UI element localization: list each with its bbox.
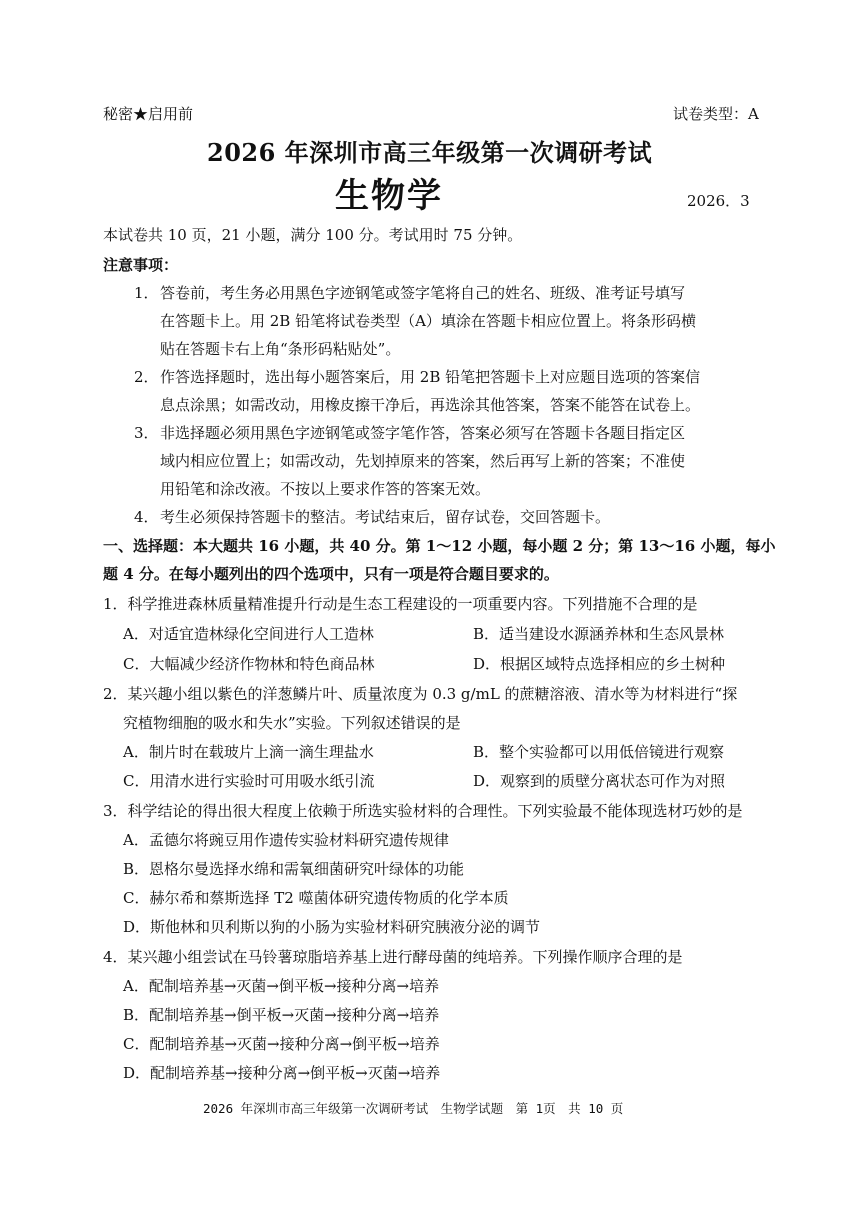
page-footer: 2026 年深圳市高三年级第一次调研考试 生物学试题 第 1页 共 10 页	[203, 1101, 624, 1116]
question-stem: 3．科学结论的得出很大程度上依赖于所选实验材料的合理性。下列实验最不能体现选材巧妙的是	[103, 802, 743, 820]
option-a: A．制片时在载玻片上滴一滴生理盐水	[123, 743, 374, 761]
exam-intro: 本试卷共 10 页，21 小题，满分 100 分。考试用时 75 分钟。	[103, 226, 523, 244]
option-a: A．配制培养基→灭菌→倒平板→接种分离→培养	[123, 977, 440, 995]
option-c: C．赫尔希和蔡斯选择 T2 噬菌体研究遗传物质的化学本质	[123, 889, 509, 907]
notice-heading: 注意事项：	[103, 256, 179, 274]
section-heading: 一、选择题：本大题共 16 小题，共 40 分。第 1～12 小题，每小题 2 分；第 13～16 小题，每小	[103, 537, 776, 555]
option-d: D．根据区域特点选择相应的乡土树种	[473, 655, 726, 673]
option-b: B．配制培养基→倒平板→灭菌→接种分离→培养	[123, 1006, 440, 1024]
question-stem: 1．科学推进森林质量精准提升行动是生态工程建设的一项重要内容。下列措施不合理的是	[103, 595, 698, 613]
notice-item-line: 域内相应位置上；如需改动，先划掉原来的答案，然后再写上新的答案；不准使	[160, 452, 686, 470]
exam-title: 2026 年深圳市高三年级第一次调研考试	[207, 138, 653, 167]
question-stem: 2．某兴趣小组以紫色的洋葱鳞片叶、质量浓度为 0.3 g/mL 的蔗糖溶液、清水等为材料进行“探	[103, 685, 738, 703]
option-d: D．观察到的质壁分离状态可作为对照	[473, 772, 726, 790]
notice-item-line: 非选择题必须用黑色字迹钢笔或签字笔作答，答案必须写在答题卡各题目指定区	[160, 424, 686, 442]
option-b: B．恩格尔曼选择水绵和需氧细菌研究叶绿体的功能	[123, 860, 465, 878]
notice-item-number: 4．	[134, 508, 159, 526]
option-b: B．适当建设水源涵养林和生态风景林	[473, 625, 725, 643]
confidential-label: 秘密★启用前	[103, 105, 194, 123]
option-a: A．孟德尔将豌豆用作遗传实验材料研究遗传规律	[123, 831, 449, 849]
section-heading-cont: 题 4 分。在每小题列出的四个选项中，只有一项是符合题目要求的。	[103, 565, 559, 583]
exam-date: 2026．3	[687, 192, 750, 210]
option-c: C．配制培养基→灭菌→接种分离→倒平板→培养	[123, 1035, 440, 1053]
notice-item-line: 用铅笔和涂改液。不按以上要求作答的答案无效。	[160, 480, 491, 498]
notice-item-line: 息点涂黑；如需改动，用橡皮擦干净后，再选涂其他答案，答案不能答在试卷上。	[160, 396, 701, 414]
notice-item-line: 答卷前，考生务必用黑色字迹钢笔或签字笔将自己的姓名、班级、准考证号填写	[160, 284, 686, 302]
question-stem: 4．某兴趣小组尝试在马铃薯琼脂培养基上进行酵母菌的纯培养。下列操作顺序合理的是	[103, 948, 683, 966]
paper-type-label: 试卷类型：A	[673, 105, 759, 123]
subject-title: 生物学	[335, 176, 443, 216]
notice-item-number: 1．	[134, 284, 159, 302]
question-stem-cont: 究植物细胞的吸水和失水”实验。下列叙述错误的是	[123, 714, 461, 732]
option-c: C．大幅减少经济作物林和特色商品林	[123, 655, 375, 673]
notice-item-line: 贴在答题卡右上角“条形码粘贴处”。	[160, 340, 401, 358]
option-b: B．整个实验都可以用低倍镜进行观察	[473, 743, 725, 761]
notice-item-line: 作答选择题时，选出每小题答案后，用 2B 铅笔把答题卡上对应题目选项的答案信	[160, 368, 701, 386]
option-c: C．用清水进行实验时可用吸水纸引流	[123, 772, 375, 790]
notice-item-line: 在答题卡上。用 2B 铅笔将试卷类型（A）填涂在答题卡相应位置上。将条形码横	[160, 312, 696, 330]
option-a: A．对适宜造林绿化空间进行人工造林	[123, 625, 374, 643]
option-d: D．斯他林和贝利斯以狗的小肠为实验材料研究胰液分泌的调节	[123, 918, 541, 936]
notice-item-line: 考生必须保持答题卡的整洁。考试结束后，留存试卷，交回答题卡。	[160, 508, 611, 526]
option-d: D．配制培养基→接种分离→倒平板→灭菌→培养	[123, 1064, 441, 1082]
notice-item-number: 3．	[134, 424, 159, 442]
notice-item-number: 2．	[134, 368, 159, 386]
